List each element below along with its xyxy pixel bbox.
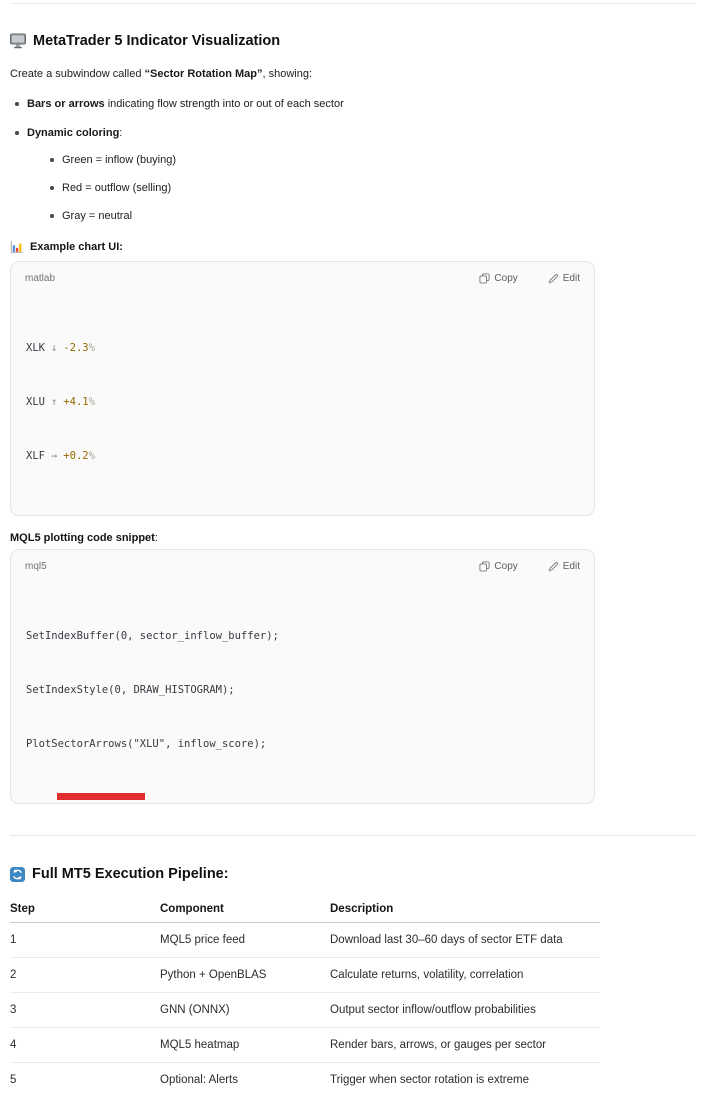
code-block-header xyxy=(11,550,594,582)
intro-suffix: , showing: xyxy=(262,68,312,80)
answer-content xyxy=(10,0,696,1097)
copy-button[interactable] xyxy=(479,561,517,572)
list-item xyxy=(44,153,696,167)
cell-component: Python + OpenBLAS xyxy=(160,958,330,993)
intro-paragraph xyxy=(10,67,696,81)
code-content xyxy=(11,582,594,803)
table-row xyxy=(10,1028,600,1063)
number-token: +0.2 xyxy=(63,450,88,462)
ticker-token: XLU xyxy=(26,396,45,408)
section-title: Full MT5 Execution Pipeline: xyxy=(32,865,229,883)
cell-component: Optional: Alerts xyxy=(160,1063,330,1097)
column-header-component: Component xyxy=(160,898,330,923)
bullet-bold: Dynamic coloring xyxy=(27,127,119,139)
number-token: +4.1 xyxy=(63,396,88,408)
ticker-token: XLK xyxy=(26,342,45,354)
cell-step: 3 xyxy=(10,993,160,1028)
edit-pencil-icon xyxy=(548,273,559,284)
arrow-token: ↑ xyxy=(51,396,57,408)
code-line: PlotSectorArrows("XLU", inflow_score); xyxy=(26,735,579,753)
code-content xyxy=(11,294,594,515)
bullet-icon xyxy=(50,186,54,190)
snippet-label xyxy=(10,531,696,545)
cell-component: MQL5 heatmap xyxy=(160,1028,330,1063)
cell-component: GNN (ONNX) xyxy=(160,993,330,1028)
copy-button[interactable] xyxy=(479,273,517,284)
cell-description: Download last 30–60 days of sector ETF data xyxy=(330,923,600,958)
label-suffix: : xyxy=(155,532,158,544)
table-row xyxy=(10,923,600,958)
section-heading-pipeline xyxy=(10,865,696,883)
bullet-text: Gray = neutral xyxy=(62,210,132,222)
section-heading-mt5-visualization xyxy=(10,32,696,50)
edit-pencil-icon xyxy=(548,561,559,572)
code-actions xyxy=(479,561,580,572)
list-item xyxy=(44,181,696,195)
list-item xyxy=(10,97,696,111)
bullet-icon xyxy=(50,158,54,162)
counterclockwise-arrows-icon xyxy=(10,867,25,882)
cell-description: Trigger when sector rotation is extreme xyxy=(330,1063,600,1097)
edit-label: Edit xyxy=(563,561,580,572)
bar-chart-icon xyxy=(10,240,24,254)
cell-step: 4 xyxy=(10,1028,160,1063)
bullet-icon xyxy=(15,131,19,135)
list-item xyxy=(44,209,696,223)
example-chart-label xyxy=(10,240,696,254)
cell-component: MQL5 price feed xyxy=(160,923,330,958)
code-language-label: matlab xyxy=(25,273,479,284)
ticker-token: XLF xyxy=(26,450,45,462)
table-header-row xyxy=(10,898,600,923)
copy-label: Copy xyxy=(494,561,517,572)
label-bold: MQL5 plotting code snippet xyxy=(10,532,155,544)
code-block-mql5 xyxy=(10,549,595,804)
bullet-bold: Bars or arrows xyxy=(27,98,105,110)
section-title: MetaTrader 5 Indicator Visualization xyxy=(33,32,280,50)
code-line: SetIndexBuffer(0, sector_inflow_buffer); xyxy=(26,627,579,645)
bullet-icon xyxy=(50,214,54,218)
cell-description: Output sector inflow/outflow probabilities xyxy=(330,993,600,1028)
bullet-icon xyxy=(15,102,19,106)
table-row xyxy=(10,1063,600,1097)
pipeline-table xyxy=(10,898,600,1097)
section-divider xyxy=(10,835,696,836)
cell-step: 2 xyxy=(10,958,160,993)
code-actions xyxy=(479,273,580,284)
cell-step: 1 xyxy=(10,923,160,958)
table-row xyxy=(10,958,600,993)
red-indicator-bar xyxy=(57,793,145,800)
arrow-token: → xyxy=(51,450,57,462)
list-item xyxy=(10,126,696,223)
bullet-text: indicating flow strength into or out of each sector xyxy=(105,98,344,110)
column-header-step: Step xyxy=(10,898,160,923)
bullet-text: Red = outflow (selling) xyxy=(62,182,171,194)
cell-description: Render bars, arrows, or gauges per sector xyxy=(330,1028,600,1063)
desktop-computer-icon xyxy=(10,33,26,49)
cell-description: Calculate returns, volatility, correlation xyxy=(330,958,600,993)
table-row xyxy=(10,993,600,1028)
bullet-text: : xyxy=(119,127,122,139)
edit-button[interactable] xyxy=(548,561,580,572)
intro-prefix: Create a subwindow called xyxy=(10,68,145,80)
bullet-text: Green = inflow (buying) xyxy=(62,154,176,166)
label-text: Example chart UI: xyxy=(30,240,123,254)
copy-icon xyxy=(479,273,490,284)
coloring-sublist xyxy=(44,153,696,223)
percent-token: % xyxy=(89,342,95,354)
code-language-label: mql5 xyxy=(25,561,479,572)
feature-list xyxy=(10,97,696,223)
intro-bold: “Sector Rotation Map” xyxy=(145,68,263,80)
edit-button[interactable] xyxy=(548,273,580,284)
code-block-matlab xyxy=(10,261,595,516)
code-line xyxy=(26,339,579,357)
number-token: -2.3 xyxy=(63,342,88,354)
percent-token: % xyxy=(89,450,95,462)
code-line xyxy=(26,447,579,465)
cell-step: 5 xyxy=(10,1063,160,1097)
copy-icon xyxy=(479,561,490,572)
copy-label: Copy xyxy=(494,273,517,284)
edit-label: Edit xyxy=(563,273,580,284)
top-divider xyxy=(10,3,696,4)
arrow-token: ↓ xyxy=(51,342,57,354)
column-header-description: Description xyxy=(330,898,600,923)
percent-token: % xyxy=(89,396,95,408)
code-line xyxy=(26,393,579,411)
code-line: SetIndexStyle(0, DRAW_HISTOGRAM); xyxy=(26,681,579,699)
code-block-header xyxy=(11,262,594,294)
